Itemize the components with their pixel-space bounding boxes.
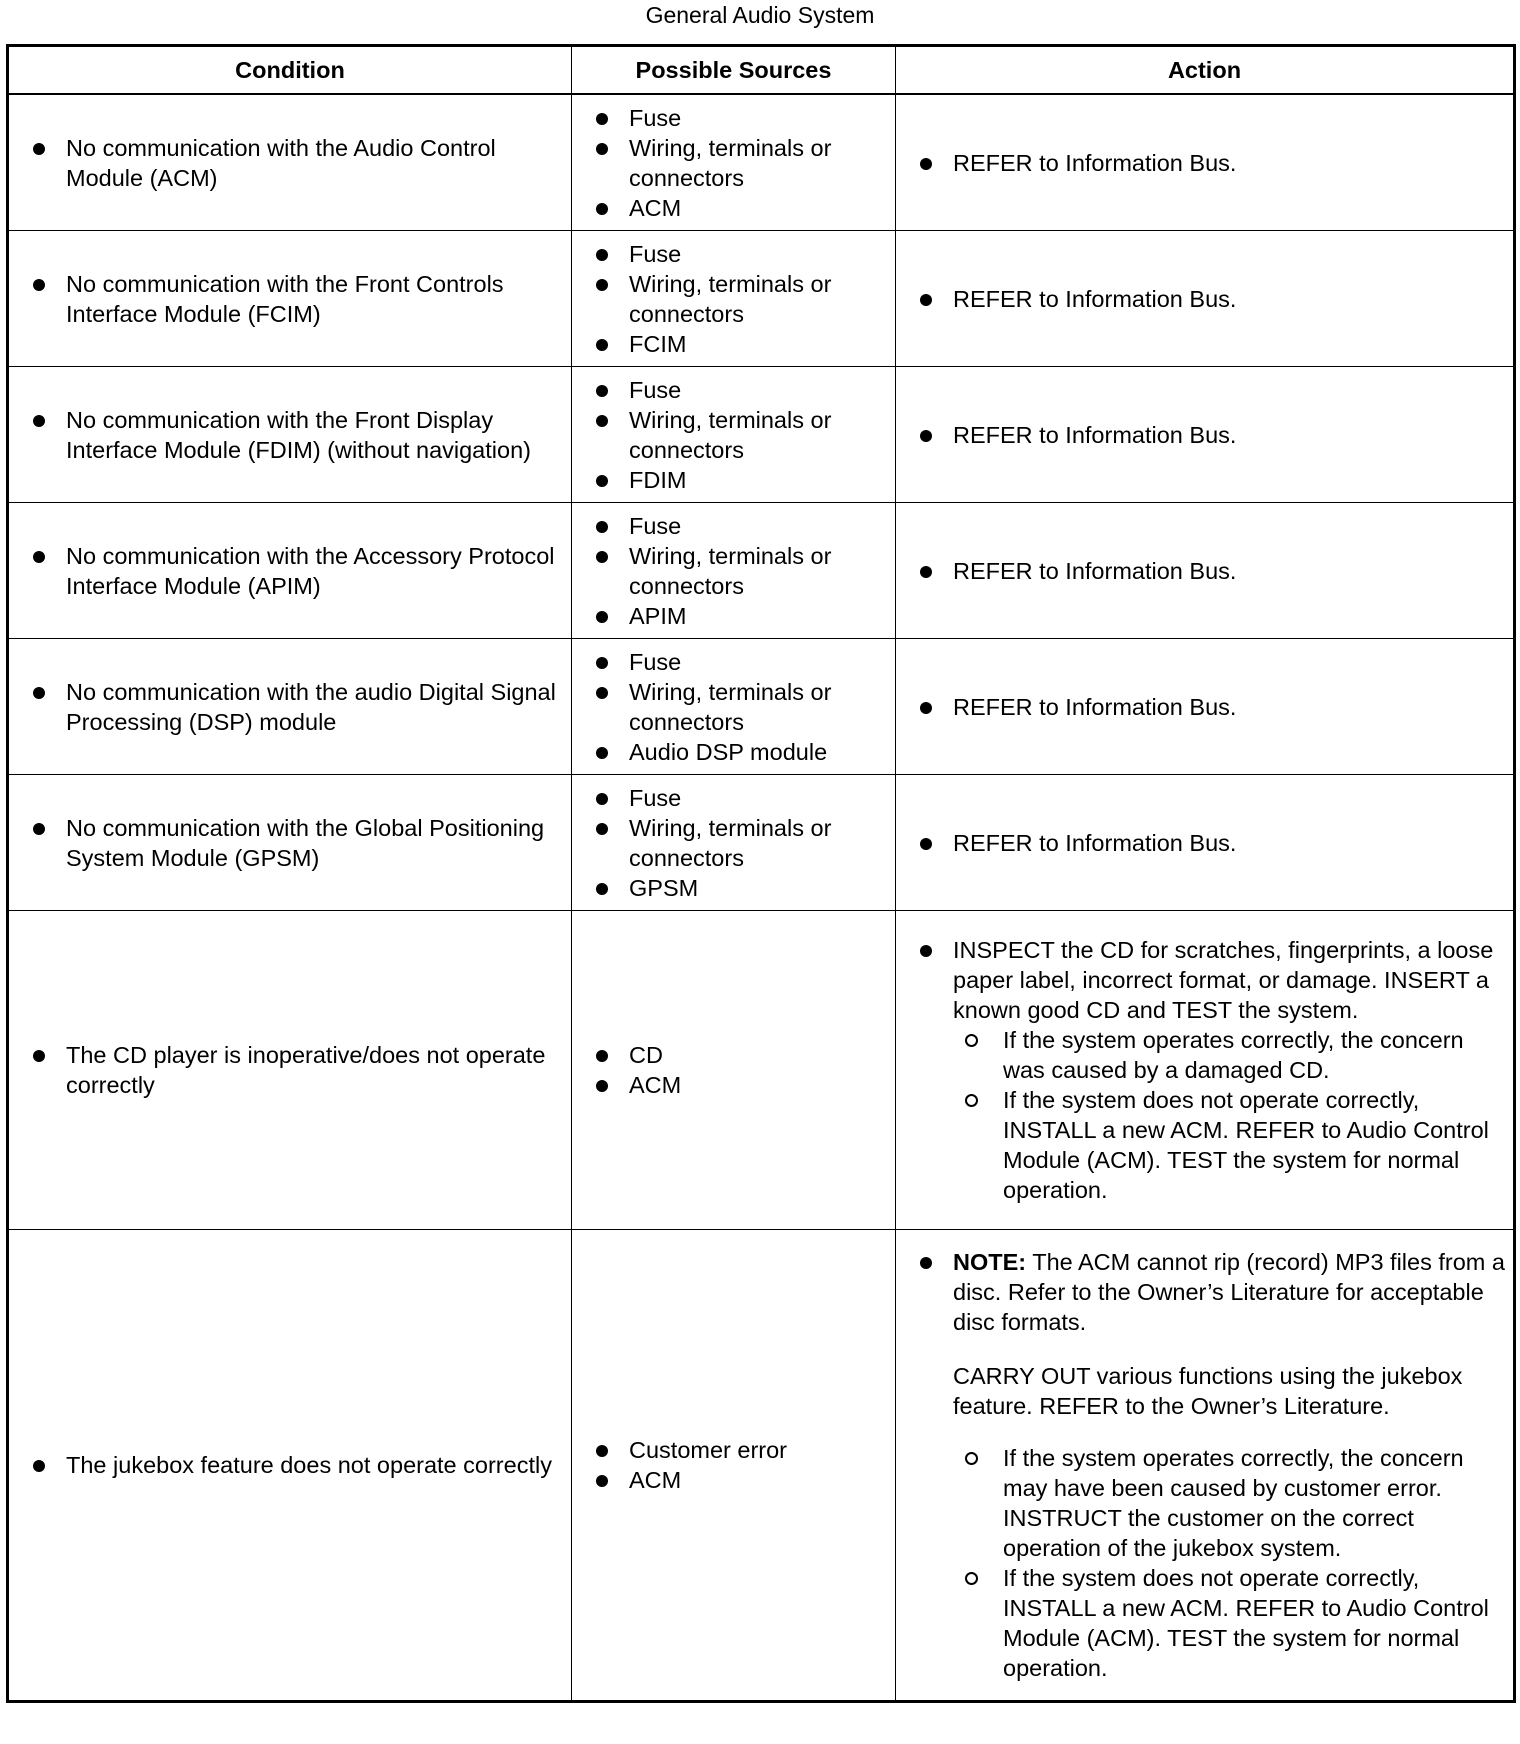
condition-text: No communication with the Front Display Interface Module (FDIM) (without navigation) <box>29 405 563 465</box>
symptom-chart-table <box>6 44 1516 1703</box>
action-text: REFER to Information Bus. <box>916 828 1505 858</box>
source-item: Customer error <box>592 1435 889 1465</box>
source-item: Wiring, terminals or connectors <box>592 541 889 601</box>
source-item: FCIM <box>592 329 889 359</box>
source-item: Fuse <box>592 375 889 405</box>
action-text: REFER to Information Bus. <box>916 148 1505 178</box>
source-item: Wiring, terminals or connectors <box>592 133 889 193</box>
condition-text: The jukebox feature does not operate correctly <box>29 1450 563 1480</box>
sub-action-item: If the system operates correctly, the concern may have been caused by customer error. INSTRUCT the customer on the correct operation of the jukebox system. <box>961 1443 1505 1563</box>
sources-cell <box>572 911 896 1230</box>
action-cell <box>896 911 1515 1230</box>
action-cell <box>896 1230 1515 1702</box>
table-row <box>8 503 1515 639</box>
header-action: Action <box>896 46 1515 95</box>
table-row <box>8 367 1515 503</box>
action-text: REFER to Information Bus. <box>916 284 1505 314</box>
sources-cell <box>572 231 896 367</box>
sources-cell <box>572 503 896 639</box>
table-row-jukebox <box>8 1230 1515 1702</box>
condition-text: No communication with the Accessory Protocol Interface Module (APIM) <box>29 541 563 601</box>
source-item: APIM <box>592 601 889 631</box>
action-paragraph: CARRY OUT various functions using the jukebox feature. REFER to the Owner’s Literature. <box>953 1363 1463 1419</box>
action-cell <box>896 367 1515 503</box>
sub-action-item: If the system operates correctly, the concern was caused by a damaged CD. <box>961 1025 1505 1085</box>
condition-cell <box>8 231 572 367</box>
note-text: The ACM cannot rip (record) MP3 files from a disc. Refer to the Owner’s Literature for acceptable disc formats. <box>953 1249 1505 1335</box>
action-text: REFER to Information Bus. <box>916 420 1505 450</box>
condition-cell <box>8 94 572 231</box>
source-item: Wiring, terminals or connectors <box>592 269 889 329</box>
table-row <box>8 94 1515 231</box>
source-item: ACM <box>592 1070 889 1100</box>
condition-cell <box>8 639 572 775</box>
condition-text: No communication with the Audio Control Module (ACM) <box>29 133 563 193</box>
condition-cell <box>8 1230 572 1702</box>
table-row <box>8 775 1515 911</box>
action-cell <box>896 639 1515 775</box>
source-item: Fuse <box>592 103 889 133</box>
header-sources: Possible Sources <box>572 46 896 95</box>
source-item: FDIM <box>592 465 889 495</box>
condition-text: No communication with the Front Controls Interface Module (FCIM) <box>29 269 563 329</box>
source-item: ACM <box>592 1465 889 1495</box>
sources-cell <box>572 94 896 231</box>
condition-cell <box>8 367 572 503</box>
source-item: CD <box>592 1040 889 1070</box>
action-cell <box>896 94 1515 231</box>
source-item: Fuse <box>592 239 889 269</box>
action-text: INSPECT the CD for scratches, fingerprints, a loose paper label, incorrect format, or damage. INSERT a known good CD and TEST the system. <box>953 937 1494 1023</box>
action-text: REFER to Information Bus. <box>916 556 1505 586</box>
table-row-cd <box>8 911 1515 1230</box>
sub-action-item: If the system does not operate correctly, INSTALL a new ACM. REFER to Audio Control Module (ACM). TEST the system for normal operation. <box>961 1085 1505 1205</box>
condition-cell <box>8 503 572 639</box>
sources-cell <box>572 775 896 911</box>
source-item: Audio DSP module <box>592 737 889 767</box>
source-item: GPSM <box>592 873 889 903</box>
sources-cell <box>572 367 896 503</box>
condition-text: No communication with the audio Digital Signal Processing (DSP) module <box>29 677 563 737</box>
source-item: ACM <box>592 193 889 223</box>
action-item <box>916 935 1505 1205</box>
action-cell <box>896 231 1515 367</box>
condition-text: The CD player is inoperative/does not operate correctly <box>29 1040 563 1100</box>
header-row <box>8 46 1515 95</box>
sources-cell <box>572 639 896 775</box>
sources-cell <box>572 1230 896 1702</box>
action-cell <box>896 775 1515 911</box>
action-item <box>916 1247 1505 1683</box>
action-cell <box>896 503 1515 639</box>
note-label: NOTE: <box>953 1249 1027 1275</box>
source-item: Fuse <box>592 647 889 677</box>
condition-cell <box>8 911 572 1230</box>
table-row <box>8 231 1515 367</box>
source-item: Wiring, terminals or connectors <box>592 813 889 873</box>
condition-text: No communication with the Global Positioning System Module (GPSM) <box>29 813 563 873</box>
sub-action-item: If the system does not operate correctly, INSTALL a new ACM. REFER to Audio Control Module (ACM). TEST the system for normal operation. <box>961 1563 1505 1683</box>
page-title: General Audio System <box>645 2 875 28</box>
source-item: Fuse <box>592 783 889 813</box>
source-item: Wiring, terminals or connectors <box>592 405 889 465</box>
condition-cell <box>8 775 572 911</box>
source-item: Fuse <box>592 511 889 541</box>
table-row <box>8 639 1515 775</box>
source-item: Wiring, terminals or connectors <box>592 677 889 737</box>
action-text: REFER to Information Bus. <box>916 692 1505 722</box>
header-condition: Condition <box>8 46 572 95</box>
